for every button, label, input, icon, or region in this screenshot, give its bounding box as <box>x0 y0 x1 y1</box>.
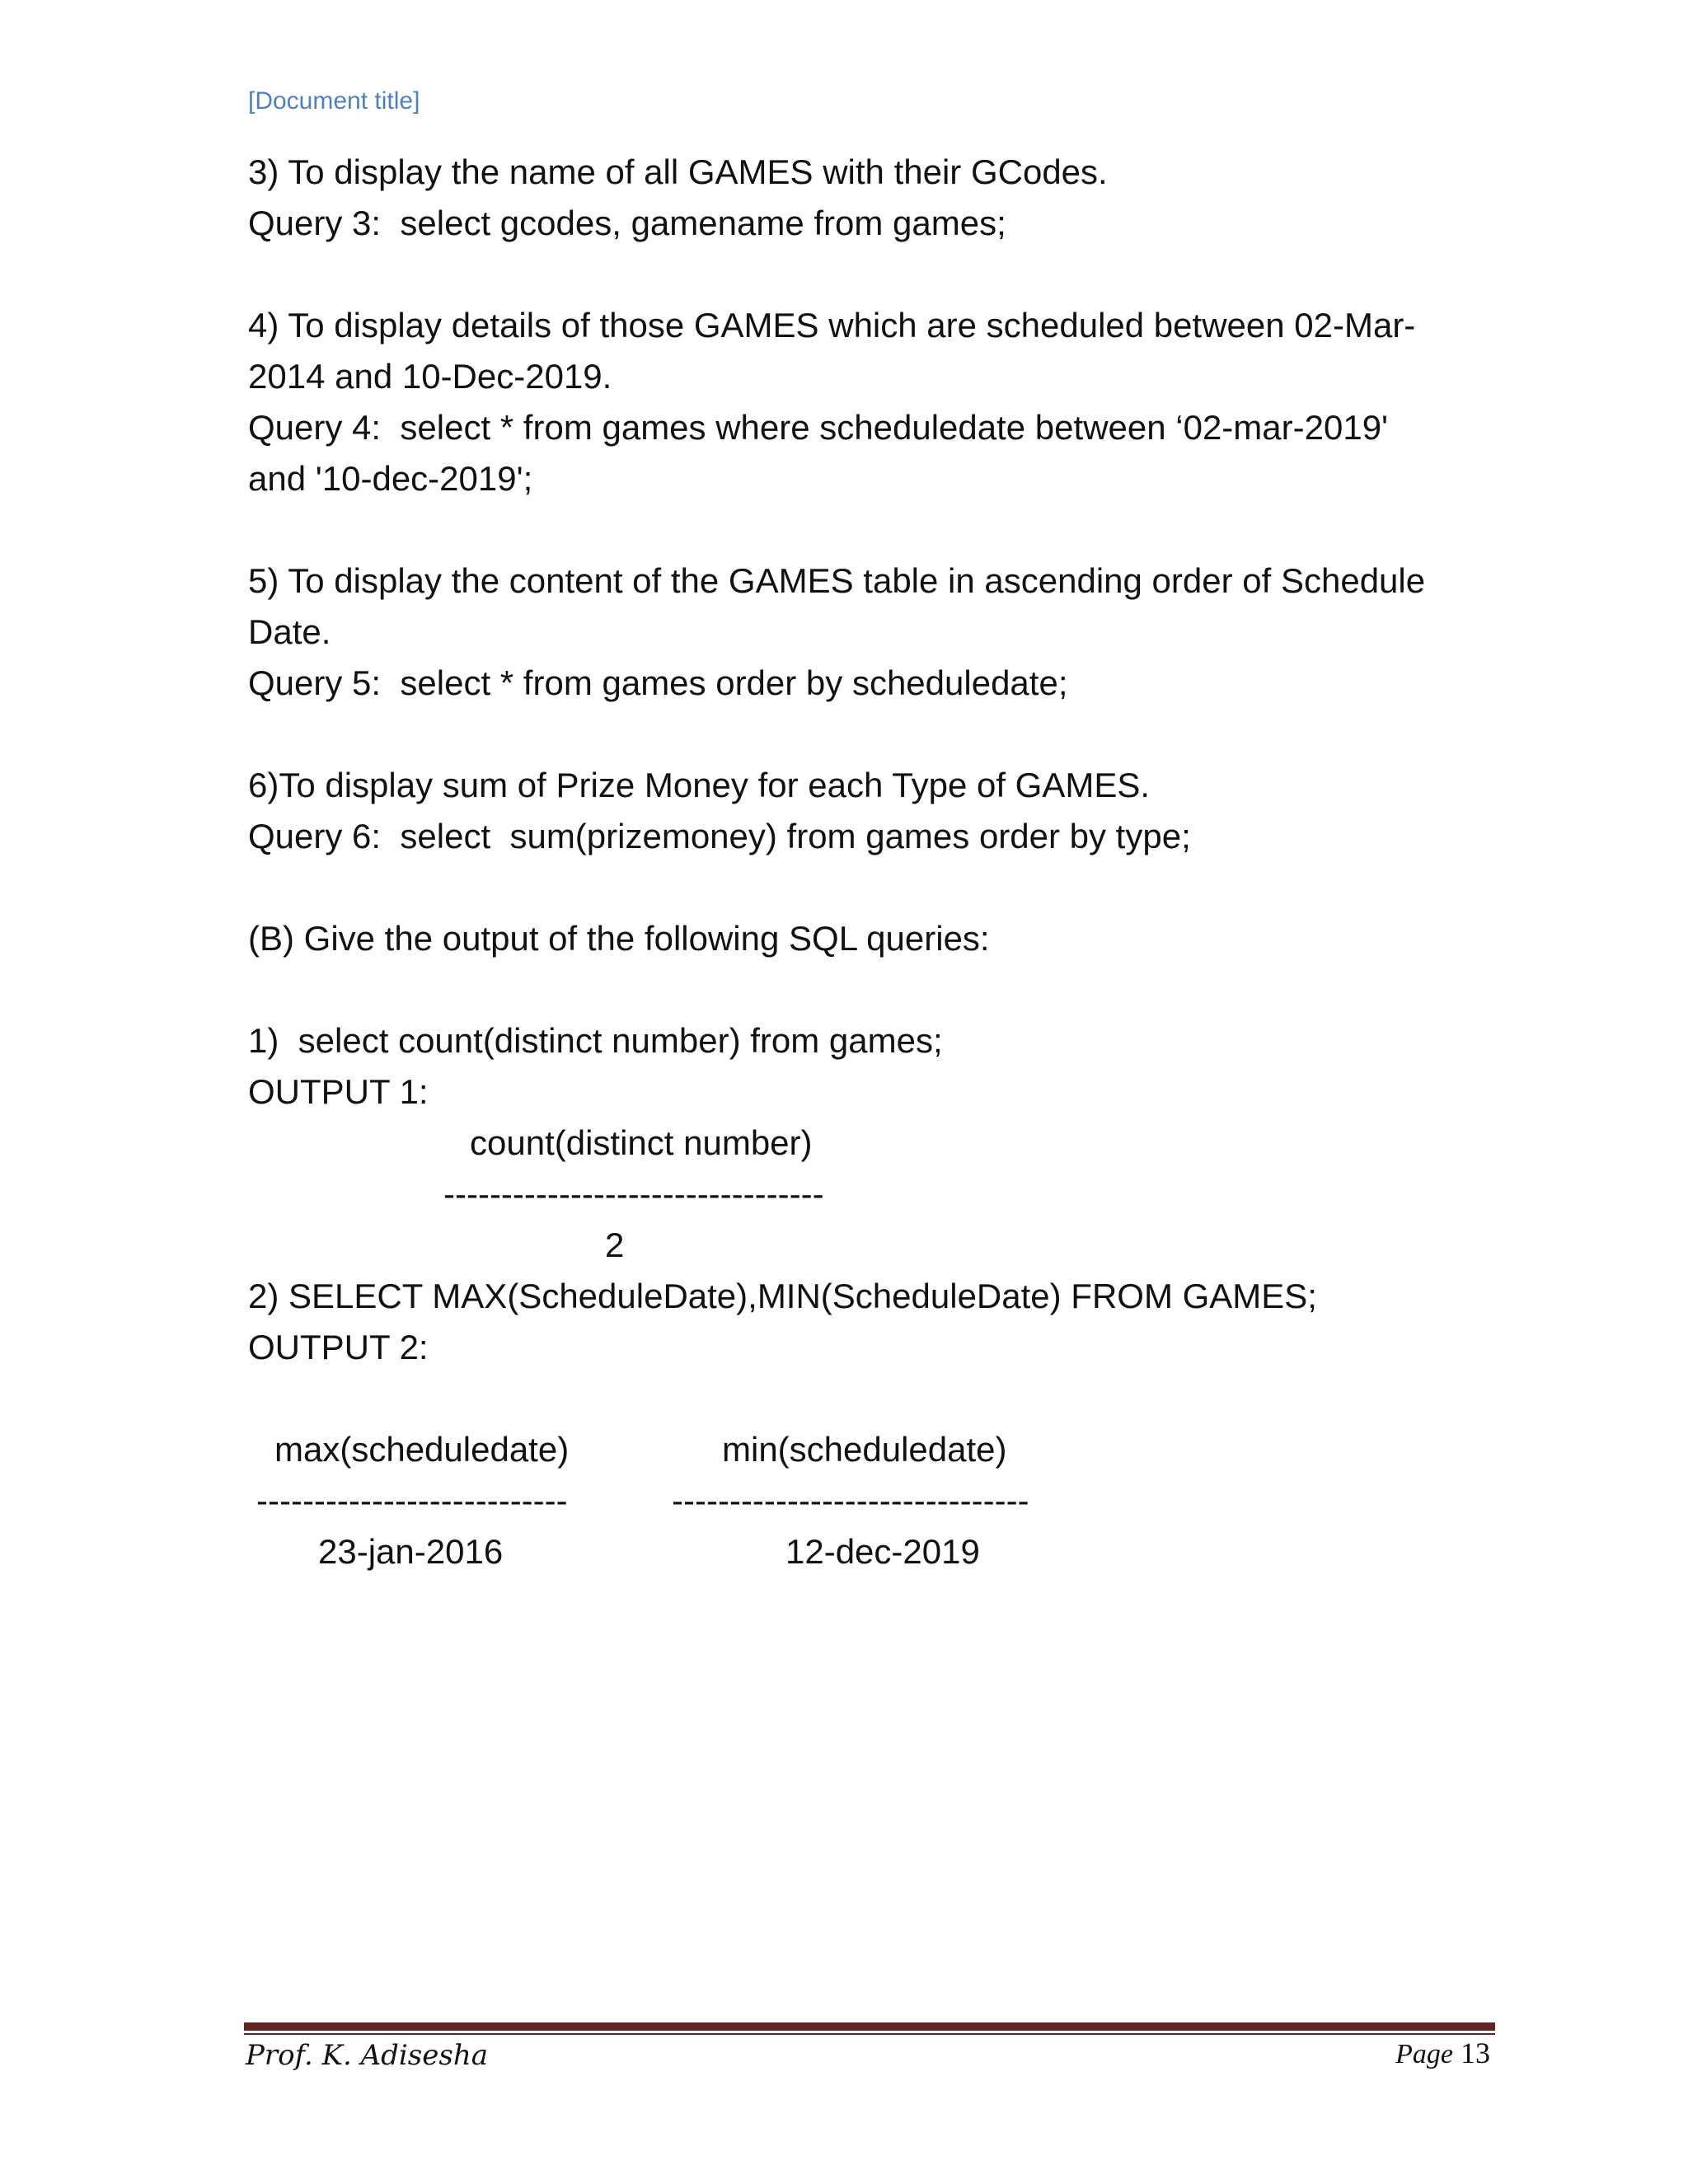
b1-output-rule-row <box>248 1169 1501 1220</box>
section-b-heading: (B) Give the output of the following SQL queries: <box>248 919 990 958</box>
q6-task: 6)To display sum of Prize Money for each Type of GAMES. <box>248 766 1151 804</box>
b2-col1-header: max(scheduledate) <box>274 1430 570 1469</box>
b1-output-label: OUTPUT 1: <box>248 1072 429 1111</box>
b1-output-value-row <box>248 1220 1501 1271</box>
b2-col1-rule: --------------------------- <box>256 1481 568 1520</box>
b2-col2-value: 12-dec-2019 <box>785 1532 980 1571</box>
spacer <box>248 1373 1501 1424</box>
spacer <box>248 964 1501 1015</box>
q3-query: Query 3: select gcodes, gamename from games; <box>248 204 1006 242</box>
spacer <box>248 249 1501 300</box>
b2-col2-rule: ------------------------------- <box>672 1481 1029 1520</box>
q6-query: Query 6: select sum(prizemoney) from games order by type; <box>248 817 1191 855</box>
b2-output-value-row <box>248 1526 1501 1577</box>
q3-task: 3) To display the name of all GAMES with their GCodes. <box>248 152 1108 191</box>
b1-output-header-row <box>248 1118 1501 1169</box>
b2-col1-value: 23-jan-2016 <box>318 1532 504 1571</box>
spacer <box>248 862 1501 913</box>
spacer <box>248 709 1501 760</box>
footer-rule-thin <box>244 2033 1495 2035</box>
q4-query-line2: and '10-dec-2019'; <box>248 459 533 498</box>
b2-query: 2) SELECT MAX(ScheduleDate),MIN(ScheduleDate) FROM GAMES; <box>248 1277 1317 1315</box>
document-body <box>248 147 1501 1577</box>
page-label: Page <box>1395 2039 1453 2069</box>
footer-page-number <box>1395 2036 1490 2070</box>
q5-task-line2: Date. <box>248 612 331 651</box>
q4-task-line2: 2014 and 10-Dec-2019. <box>248 357 612 396</box>
q5-task-line1: 5) To display the content of the GAMES table in ascending order of Schedule <box>248 561 1426 600</box>
b1-value: 2 <box>605 1226 625 1264</box>
b1-column-rule: --------------------------------- <box>443 1174 824 1213</box>
footer-rule-thick <box>244 2022 1495 2031</box>
b1-column-header: count(distinct number) <box>470 1123 813 1162</box>
b2-output-label: OUTPUT 2: <box>248 1328 429 1366</box>
page-number: 13 <box>1461 2036 1490 2069</box>
document-title-header: [Document title] <box>248 87 420 115</box>
spacer <box>248 504 1501 555</box>
b2-col2-header: min(scheduledate) <box>722 1430 1007 1469</box>
footer-author: Prof. K. Adisesha <box>246 2039 488 2072</box>
b1-query: 1) select count(distinct number) from games; <box>248 1021 943 1060</box>
b2-output-rule-row <box>248 1475 1501 1526</box>
b2-output-header-row <box>248 1424 1501 1475</box>
q4-query-line1: Query 4: select * from games where scheduledate between ‘02-mar-2019' <box>248 408 1389 447</box>
q5-query: Query 5: select * from games order by scheduledate; <box>248 663 1068 702</box>
q4-task-line1: 4) To display details of those GAMES which are scheduled between 02-Mar- <box>248 306 1416 344</box>
